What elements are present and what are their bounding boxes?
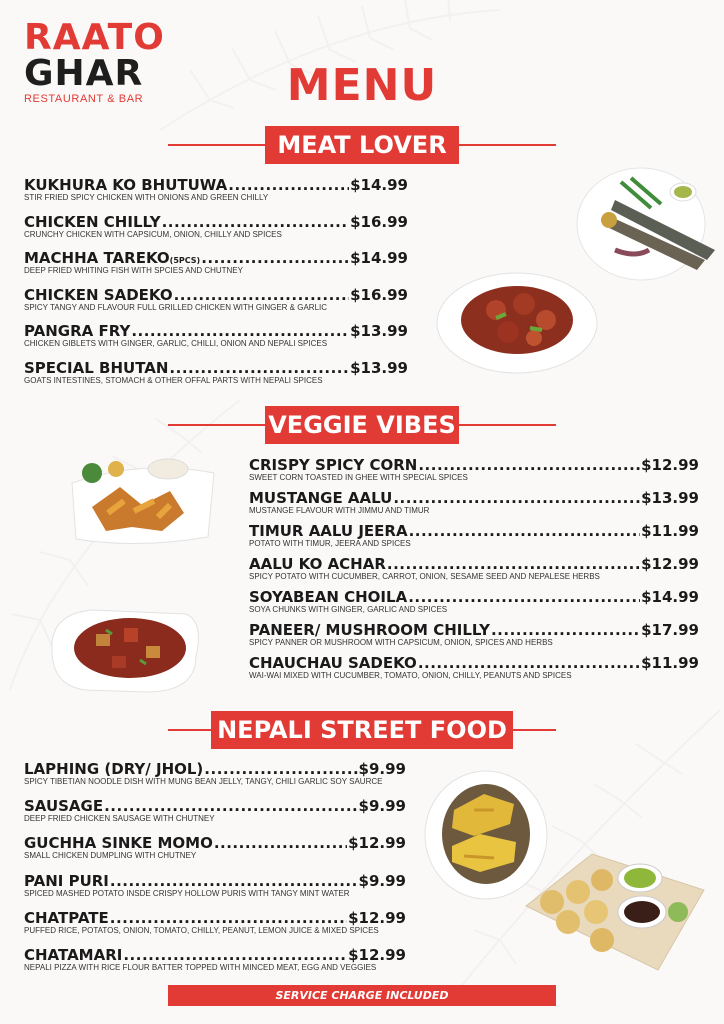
crispy-corn-image xyxy=(68,453,216,547)
item-description: STIR FRIED SPICY CHICKEN WITH ONIONS AND GREEN CHILLY xyxy=(24,193,269,202)
dot-leader xyxy=(104,797,357,815)
menu-item xyxy=(24,322,408,348)
item-price: $9.99 xyxy=(358,797,406,816)
item-portion-note: (5PCS) xyxy=(169,256,201,266)
item-price: $11.99 xyxy=(641,522,699,540)
dot-leader xyxy=(393,489,640,507)
logo-line2: GHAR xyxy=(24,53,144,94)
service-charge-banner: SERVICE CHARGE INCLUDED xyxy=(168,985,556,1006)
item-price: $14.99 xyxy=(350,249,408,268)
item-name: PANI PURI xyxy=(24,871,109,890)
dot-leader xyxy=(110,909,347,927)
item-description: SPICED MASHED POTATO INSDE CRISPY HOLLOW PURIS WITH TANGY MINT WATER xyxy=(24,888,350,898)
chicken-chilly-image xyxy=(436,268,598,374)
item-description: PUFFED RICE, POTATOS, ONION, TOMATO, CHILLY, PEANUT, LEMON JUICE & MIXED SPICES xyxy=(24,925,379,935)
item-name: AALU KO ACHAR xyxy=(249,555,386,573)
item-name: TIMUR AALU JEERA xyxy=(249,522,408,540)
menu-item xyxy=(24,359,408,385)
dot-leader xyxy=(228,176,349,194)
menu-item xyxy=(249,654,699,680)
item-description: SWEET CORN TOASTED IN GHEE WITH SPECIAL SPICES xyxy=(249,473,468,482)
item-description: WAI-WAI MIXED WITH CUCUMBER, TOMATO, ONION, CHILLY, PEANUTS AND SPICES xyxy=(249,671,572,680)
dot-leader xyxy=(418,456,640,474)
item-name: SPECIAL BHUTAN xyxy=(24,359,169,377)
item-price: $13.99 xyxy=(641,489,699,507)
item-name: GUCHHA SINKE MOMO xyxy=(24,834,213,853)
section-header-veg xyxy=(168,406,556,444)
section-title: NEPALI STREET FOOD xyxy=(211,711,513,749)
dot-leader xyxy=(201,249,349,267)
item-description: NEPALI PIZZA WITH RICE FLOUR BATTER TOPPED WITH MINCED MEAT, EGG AND VEGGIES xyxy=(24,963,377,972)
dot-leader xyxy=(162,213,350,231)
item-price: $12.99 xyxy=(348,834,406,853)
item-price: $12.99 xyxy=(348,908,406,927)
dot-leader xyxy=(204,760,357,778)
item-price: $12.99 xyxy=(641,456,699,474)
item-name: CHATPATE xyxy=(24,908,109,927)
item-name: CRISPY SPICY CORN xyxy=(249,456,418,474)
item-price: $14.99 xyxy=(641,588,699,606)
item-price: $12.99 xyxy=(641,555,699,573)
menu-item xyxy=(24,872,406,898)
item-price: $16.99 xyxy=(350,212,408,231)
menu-item xyxy=(24,909,406,935)
dot-leader xyxy=(131,322,349,340)
item-name: CHICKEN CHILLY xyxy=(24,212,161,231)
dot-leader xyxy=(491,621,640,639)
item-description: DEEP FRIED WHITING FISH WITH SPCIES AND CHUTNEY xyxy=(24,266,243,276)
fish-plate-image xyxy=(575,160,720,282)
item-name: KUKHURA KO BHUTUWA xyxy=(24,176,228,194)
dot-leader xyxy=(174,286,350,304)
item-description: CRUNCHY CHICKEN WITH CAPSICUM, ONION, CHILLY AND SPICES xyxy=(24,229,282,239)
item-name: LAPHING (DRY/ JHOL) xyxy=(24,760,204,778)
item-price: $14.99 xyxy=(350,176,408,194)
menu-item xyxy=(249,621,699,647)
item-name: CHATAMARI xyxy=(24,946,123,964)
section-title: MEAT LOVER xyxy=(265,126,459,164)
item-name: PANGRA FRY xyxy=(24,322,131,341)
menu-item xyxy=(249,522,699,548)
section-header-meat xyxy=(168,126,556,164)
section-header-street xyxy=(168,711,556,749)
aalu-achar-image xyxy=(46,600,206,700)
menu-item xyxy=(24,946,406,972)
section-title: VEGGIE VIBES xyxy=(265,406,459,444)
item-description: DEEP FRIED CHICKEN SAUSAGE WITH CHUTNEY xyxy=(24,814,215,824)
item-name: MUSTANGE AALU xyxy=(249,489,393,507)
menu-item xyxy=(24,176,408,202)
item-description: SPICY TANGY AND FLAVOUR FULL GRILLED CHICKEN WITH GINGER & GARLIC xyxy=(24,302,328,312)
dot-leader xyxy=(169,359,349,377)
menu-item xyxy=(249,489,699,515)
item-price: $9.99 xyxy=(358,871,406,890)
dot-leader xyxy=(214,834,347,852)
logo-subtitle: RESTAURANT & BAR xyxy=(24,93,144,105)
item-price: $13.99 xyxy=(350,359,408,377)
item-description: SPICY POTATO WITH CUCUMBER, CARROT, ONION, SESAME SEED AND NEPALESE HERBS xyxy=(249,572,600,581)
dot-leader xyxy=(387,555,640,573)
item-description: MUSTANGE FLAVOUR WITH JIMMU AND TIMUR xyxy=(249,506,430,515)
item-description: SPICY TIBETIAN NOODLE DISH WITH MUNG BEAN JELLY, TANGY, CHILI GARLIC SOY SAURCE xyxy=(24,777,383,786)
menu-item xyxy=(24,286,408,312)
item-description: SOYA CHUNKS WITH GINGER, GARLIC AND SPICES xyxy=(249,605,448,614)
item-description: POTATO WITH TIMUR, JEERA AND SPICES xyxy=(249,539,411,548)
item-description: GOATS INTESTINES, STOMACH & OTHER OFFAL PARTS WITH NEPALI SPICES xyxy=(24,376,323,385)
item-name: MACHHA TAREKO xyxy=(24,249,170,268)
menu-title: MENU xyxy=(286,60,438,111)
item-price: $13.99 xyxy=(350,322,408,341)
item-name: CHAUCHAU SADEKO xyxy=(249,654,417,672)
dot-leader xyxy=(408,588,640,606)
item-name: CHICKEN SADEKO xyxy=(24,285,173,304)
dot-leader xyxy=(418,654,640,672)
item-price: $11.99 xyxy=(641,654,699,672)
pani-puri-image xyxy=(522,850,708,974)
item-name: PANEER/ MUSHROOM CHILLY xyxy=(249,621,490,639)
item-description: CHICKEN GIBLETS WITH GINGER, GARLIC, CHILLI, ONION AND NEPALI SPICES xyxy=(24,339,328,349)
menu-item xyxy=(249,588,699,614)
logo-line1: RAATO xyxy=(24,17,165,58)
menu-item xyxy=(24,834,406,860)
menu-item xyxy=(24,797,406,823)
item-price: $9.99 xyxy=(358,760,406,778)
dot-leader xyxy=(123,946,347,964)
menu-item xyxy=(24,760,406,786)
dot-leader xyxy=(110,872,358,890)
item-price: $12.99 xyxy=(348,946,406,964)
menu-item xyxy=(24,213,408,239)
item-description: SPICY PANNER OR MUSHROOM WITH CAPSICUM, ONION, SPICES AND HERBS xyxy=(249,638,553,647)
item-name: SAUSAGE xyxy=(24,797,104,816)
item-description: SMALL CHICKEN DUMPLING WITH CHUTNEY xyxy=(24,851,197,861)
menu-item xyxy=(24,249,408,275)
menu-item xyxy=(249,456,699,482)
item-price: $17.99 xyxy=(641,621,699,639)
menu-item xyxy=(249,555,699,581)
item-name: SOYABEAN CHOILA xyxy=(249,588,408,606)
item-price: $16.99 xyxy=(350,285,408,304)
dot-leader xyxy=(409,522,641,540)
